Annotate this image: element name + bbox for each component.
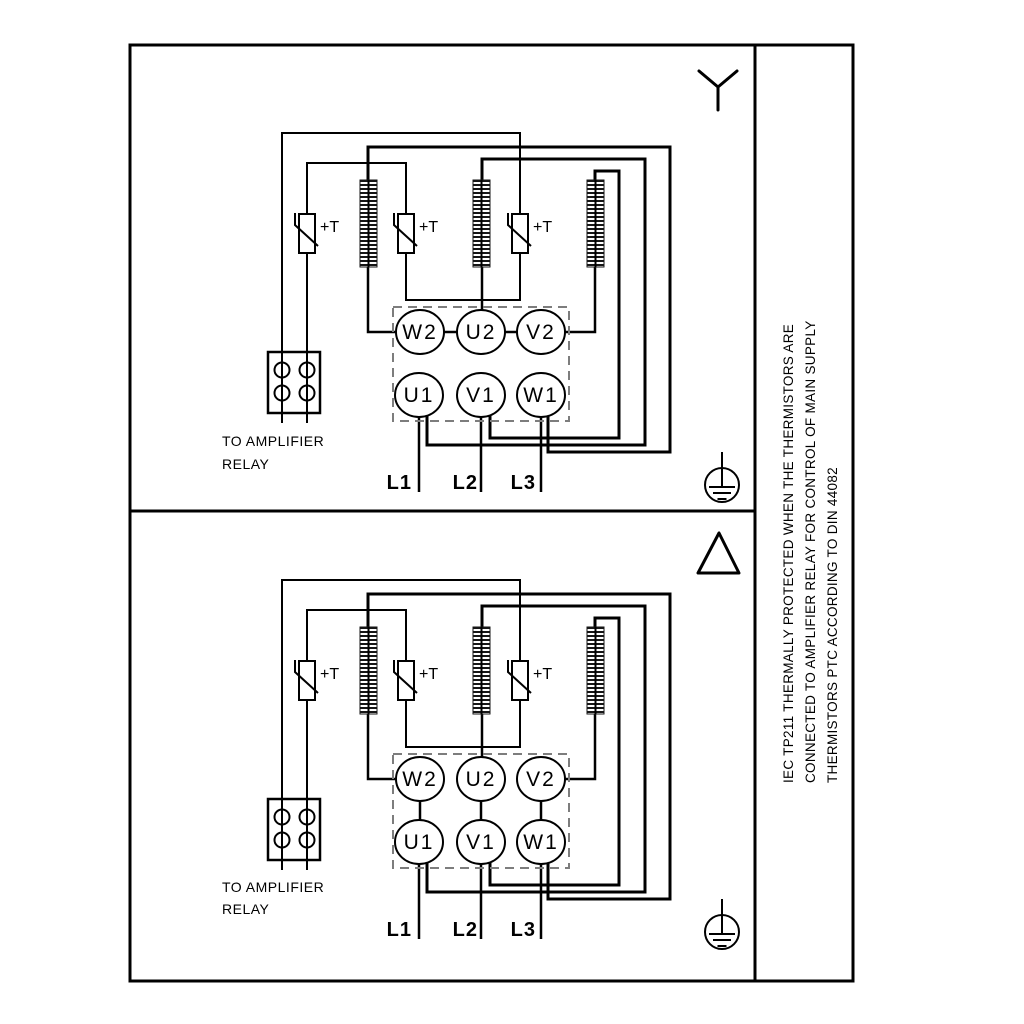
thermistor-label-2: +T [419,219,439,236]
thermistor-label-1: +T [320,666,340,683]
star-icon [699,71,737,110]
delta-bridge-links [420,801,541,820]
supply-label-l2: L2 [452,919,478,941]
supply-label-l1: L1 [386,472,412,494]
terminal-label-w2: W2 [402,321,438,344]
thermistor-label-2: +T [419,666,439,683]
terminal-label-u1: U1 [403,831,435,854]
relay-caption-line2: RELAY [222,901,270,917]
thermistor-label-3: +T [533,219,553,236]
delta-icon [698,533,739,573]
supply-label-l2: L2 [452,472,478,494]
terminal-label-w1: W1 [523,384,559,407]
sidebar-note-line: IEC TP211 THERMALLY PROTECTED WHEN THE THERMISTORS ARE [781,323,796,783]
sidebar-note-line: CONNECTED TO AMPLIFIER RELAY FOR CONTROL OF MAIN SUPPLY [803,320,818,783]
terminal-label-u2: U2 [465,768,497,791]
terminal-label-v2: V2 [526,768,556,791]
terminal-label-v1: V1 [466,384,496,407]
sidebar-note [778,38,844,783]
terminal-label-v1: V1 [466,831,496,854]
panel-delta [222,533,739,949]
relay-caption-line1: TO AMPLIFIER [222,433,325,449]
terminal-label-v2: V2 [526,321,556,344]
terminal-label-u2: U2 [465,321,497,344]
supply-label-l3: L3 [510,919,536,941]
sidebar-note-line: THERMISTORS PTC ACCORDING TO DIN 44082 [825,467,840,783]
delta-panel-geometry [268,580,739,949]
star-panel-geometry [268,133,739,502]
terminal-label-u1: U1 [403,384,435,407]
thermistor-label-3: +T [533,666,553,683]
relay-caption-line2: RELAY [222,456,270,472]
supply-label-l1: L1 [386,919,412,941]
panel-star [222,71,739,502]
relay-caption-line1: TO AMPLIFIER [222,879,325,895]
terminal-label-w2: W2 [402,768,438,791]
thermistor-label-1: +T [320,219,340,236]
supply-label-l3: L3 [510,472,536,494]
terminal-label-w1: W1 [523,831,559,854]
